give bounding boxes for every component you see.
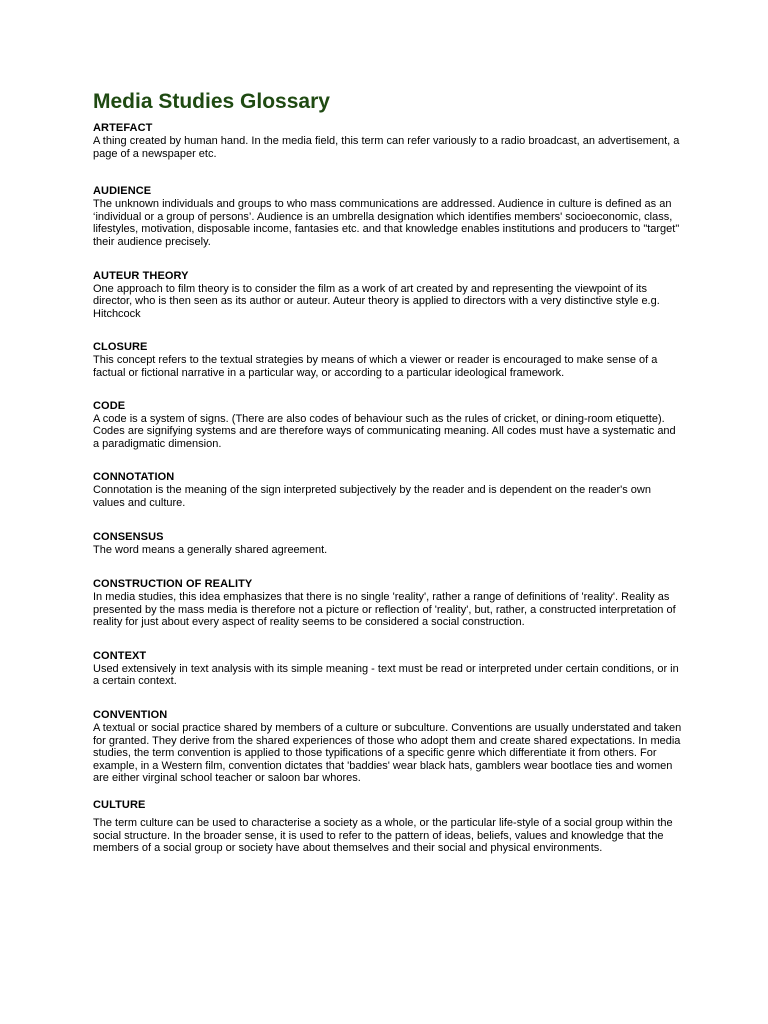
glossary-entry-code [93, 400, 683, 451]
entry-definition: A textual or social practice shared by members of a culture or subculture. Conventions are usually understated and taken for granted. They derive from the shared experiences of those who adopt them and create shared expectations. In media studies, the term convention is applied to those typifications of a specific genre which differentiate it from others. For example, in a Western film, convention dictates that 'baddies' wear black hats, gamblers wear bootlace ties and women are either virginal school teacher or saloon bar whores. [93, 722, 682, 785]
entry-definition: The term culture can be used to characterise a society as a whole, or the particular life-style of a social group within the social structure. In the broader sense, it is used to refer to the pattern of ideas, beliefs, values and knowledge that the members of a social group or society have about themselves and their social and physical environments. [93, 817, 673, 855]
glossary-entry-consensus [93, 531, 683, 557]
glossary-entry-closure [93, 341, 683, 379]
entry-definition: One approach to film theory is to consider the film as a work of art created by and representing the viewpoint of its director, who is then seen as its author or auteur. Auteur theory is applied to directors with a very distinctive style e.g. Hitchcock [93, 282, 660, 320]
entry-definition: In media studies, this idea emphasizes that there is no single 'reality', rather a range of definitions of 'reality'. Reality as presented by the mass media is therefore not a picture or reflection of 'reality', but, rather, a constructed interpretation of reality for just about every aspect of reality seems to be considered a social construction. [93, 591, 676, 629]
entry-term: CONTEXT [93, 649, 147, 662]
glossary-entry-audience [93, 185, 683, 248]
glossary-page [93, 88, 683, 855]
entry-term: AUTEUR THEORY [93, 269, 189, 282]
entry-definition: A code is a system of signs. (There are also codes of behaviour such as the rules of cricket, or dining-room etiquette). Codes are signifying systems and are therefore ways of communicating meaning. All codes must have a systematic and a paradigmatic dimension. [93, 412, 676, 450]
entry-term: CODE [93, 399, 126, 412]
entry-definition: This concept refers to the textual strategies by means of which a viewer or reader is encouraged to make sense of a factual or fictional narrative in a particular way, or according to a particular ideological framework. [93, 354, 658, 379]
entry-definition: Connotation is the meaning of the sign interpreted subjectively by the reader and is dependent on the reader's own values and culture. [93, 484, 651, 509]
glossary-entry-context [93, 650, 683, 688]
glossary-entry-convention [93, 709, 683, 785]
entry-term: AUDIENCE [93, 185, 152, 198]
entry-term: CONSTRUCTION OF REALITY [93, 578, 253, 591]
glossary-entry-culture [93, 799, 683, 855]
entry-definition: The word means a generally shared agreement. [93, 543, 328, 556]
entry-definition: Used extensively in text analysis with its simple meaning - text must be read or interpreted under certain conditions, or in a certain context. [93, 662, 679, 688]
entry-term: CULTURE [93, 799, 146, 812]
entry-term: ARTEFACT [93, 122, 153, 134]
entry-term: CONNOTATION [93, 471, 175, 484]
entry-term: CONVENTION [93, 709, 168, 722]
page-title: Media Studies Glossary [93, 90, 330, 113]
glossary-entry-connotation [93, 471, 683, 509]
glossary-entry-construction-of-reality [93, 578, 683, 629]
glossary-entry-auteur-theory [93, 270, 683, 321]
entry-term: CLOSURE [93, 341, 148, 354]
glossary-entry-artefact [93, 122, 683, 160]
entry-definition: A thing created by human hand. In the media field, this term can refer variously to a radio broadcast, an advertisement, a page of a newspaper etc. [93, 135, 680, 160]
entry-definition: The unknown individuals and groups to who mass communications are addressed. Audience in culture is defined as an ‘individual or a group of persons’. Audience is an umbrella designation which identifies members' socioeconomic, class, lifestyles, motivation, disposable income, fantasies etc. and that knowledge enables institutions and producers to "target" their audience precisely. [93, 198, 680, 248]
entry-term: CONSENSUS [93, 530, 164, 543]
